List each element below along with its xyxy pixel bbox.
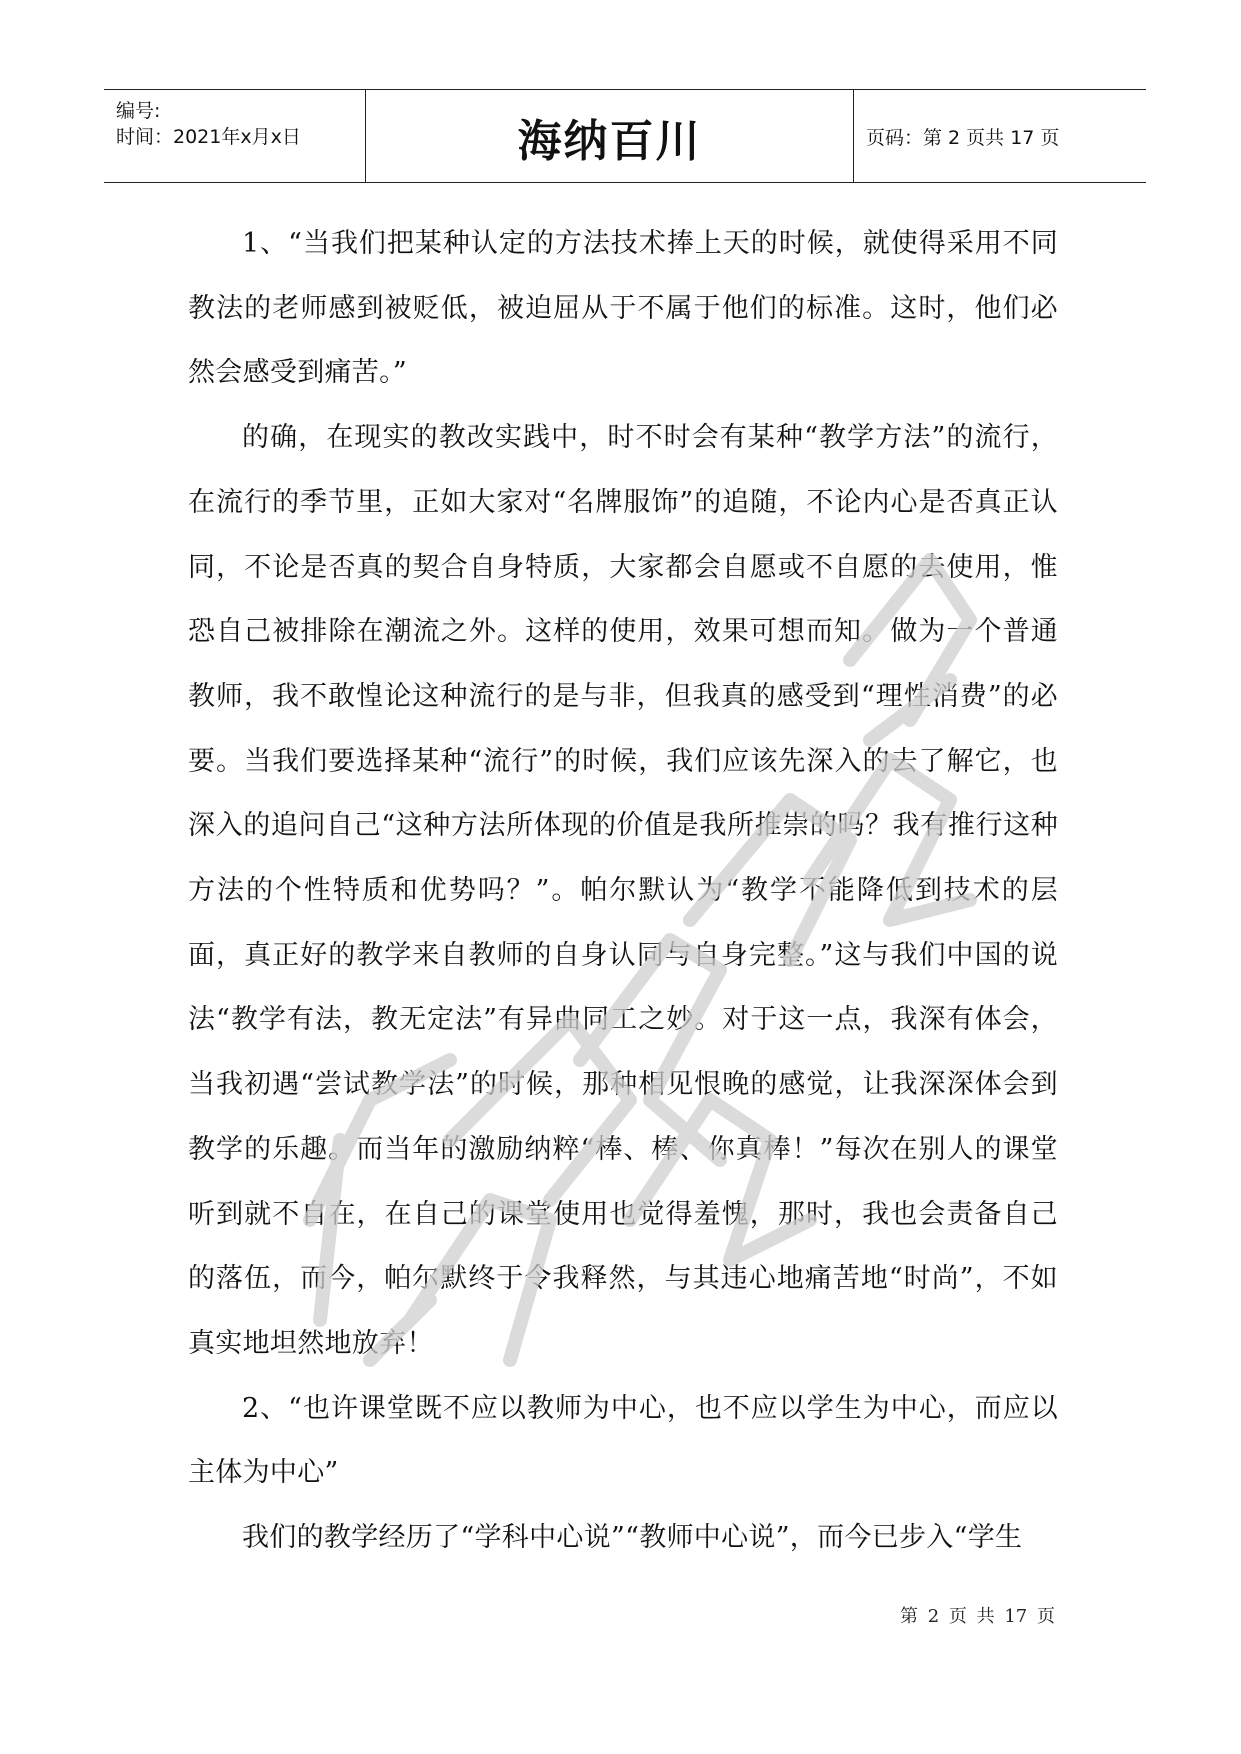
document-header bbox=[104, 89, 1146, 183]
serial-number-label: 编号: bbox=[116, 100, 161, 122]
paragraph: 我们的教学经历了“学科中心说”“教师中心说”，而今已步入“学生 bbox=[242, 1522, 1023, 1554]
page-code: 页码：第 2 页共 17 页 bbox=[866, 126, 1060, 149]
paragraph: 的确，在现实的教改实践中，时不时会有某种“教学方法”的流行，在流行的季节里，正如大家对“名牌服饰”的追随，不论内心是否真正认同，不论是否真的契合自身特质，大家都会自愿或不自愿的去使用，惟恐自己被排除在潮流之外。这样的使用，效果可想而知。做为一个普通教师，我不敢惶论这种流行的是与非，但我真的感受到“理性消费”的必要。当我们要选择某种“流行”的时候，我们应该先深入的去了解它，也深入的追问自己“这种方法所体现的价值是我所推崇的吗？我有推行这种方法的个性特质和优势吗？”。帕尔默认为“教学不能降低到技术的层面，真正好的教学来自教师的自身认同与自身完整。”这与我们中国的说法“教学有法，教无定法”有异曲同工之妙。对于这一点，我深有体会，当我初遇“尝试教学法”的时候，那种相见恨晚的感觉，让我深深体会到教学的乐趣。而当年的激励纳粹“棒、棒、你真棒！”每次在别人的课堂听到就不自在，在自己的课堂使用也觉得羞愧，那时，我也会责备自己的落伍，而今，帕尔默终于令我释然，与其违心地痛苦地“时尚”，不如真实地坦然地放弃！ bbox=[188, 422, 1058, 1359]
paragraph: 2、“也许课堂既不应以教师为中心，也不应以学生为中心，而应以主体为中心” bbox=[188, 1392, 1058, 1489]
time-line: 时间：2021年x月x日 bbox=[116, 126, 301, 148]
header-title-cell bbox=[366, 90, 854, 182]
header-page-cell bbox=[854, 90, 1146, 182]
document-title: 海纳百川 bbox=[517, 116, 702, 167]
page-footer: 第 2 页 共 17 页 bbox=[900, 1606, 1055, 1627]
document-body bbox=[188, 212, 1058, 1571]
header-meta-cell bbox=[104, 90, 366, 182]
paragraph: 1、“当我们把某种认定的方法技术捧上天的时候，就使得采用不同教法的老师感到被贬低，被迫屈从于不属于他们的标准。这时，他们必然会感受到痛苦。” bbox=[188, 228, 1058, 389]
